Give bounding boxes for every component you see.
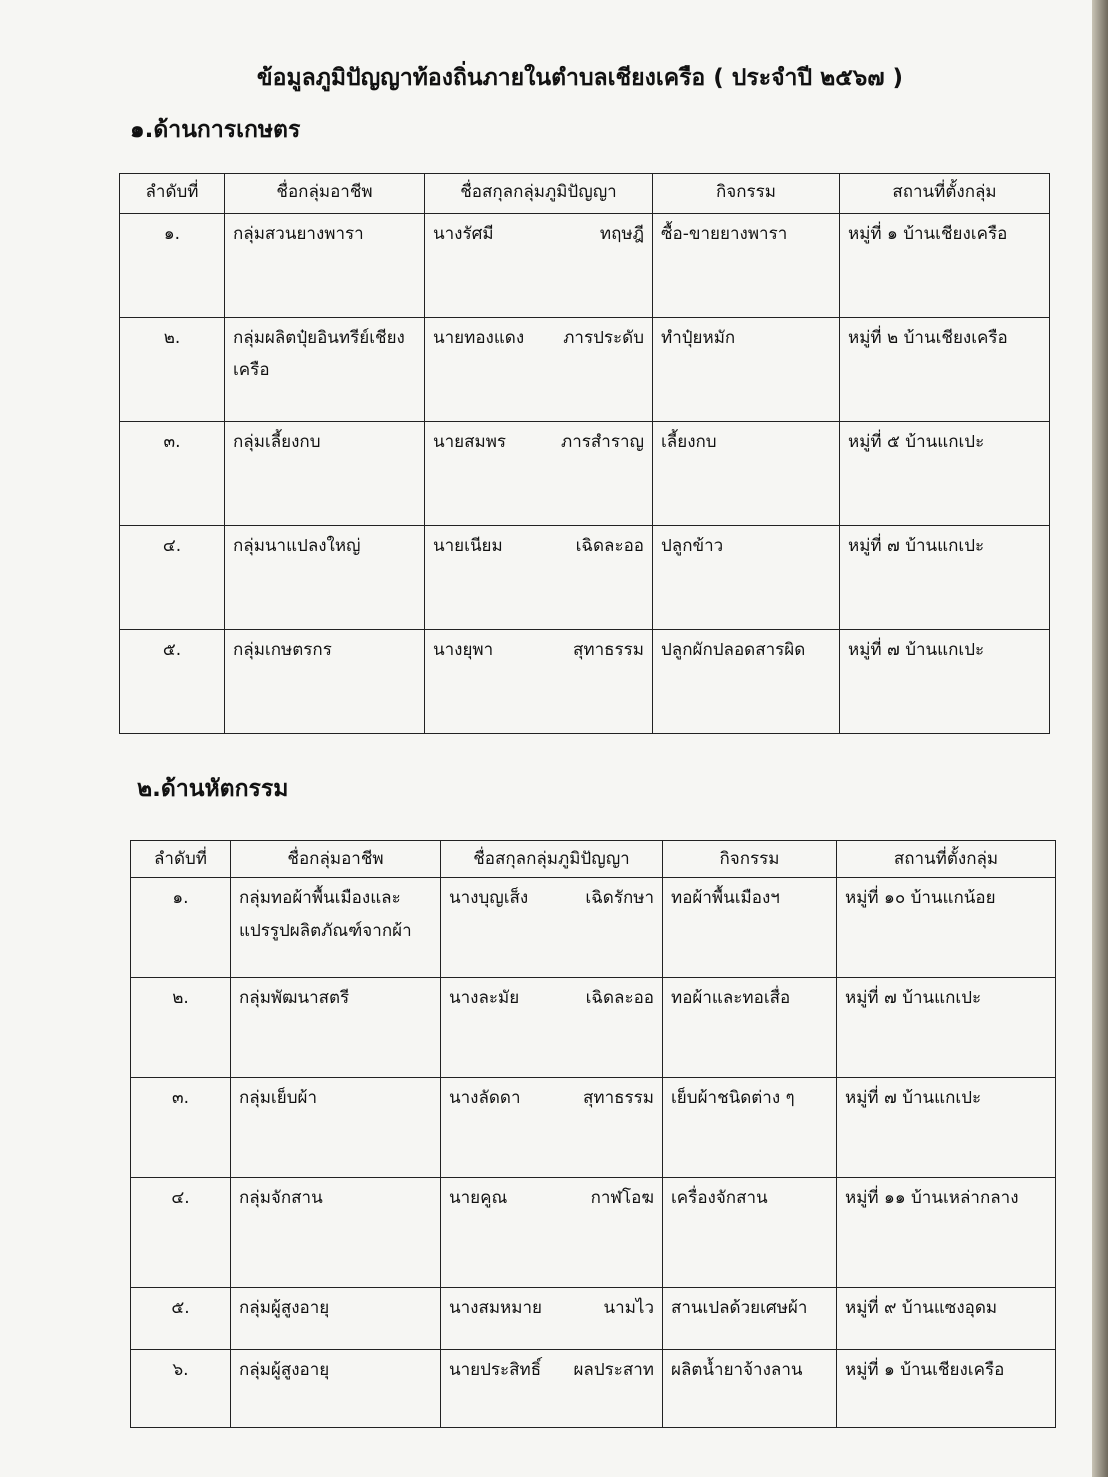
row-number: ๖.	[131, 1350, 231, 1428]
last-name: ทฤษฎี	[599, 224, 644, 244]
group-name: กลุ่มจักสาน	[231, 1178, 441, 1288]
group-name: กลุ่มสวนยางพารา	[225, 214, 425, 318]
row-number: ๑.	[131, 878, 231, 978]
table-row	[120, 318, 1050, 422]
activity: ปลูกข้าว	[653, 526, 840, 630]
group-name: กลุ่มนาแปลงใหญ่	[225, 526, 425, 630]
member-name-parts	[433, 218, 644, 250]
activity: เครื่องจักสาน	[663, 1178, 837, 1288]
member-name	[441, 978, 663, 1078]
column-header: ชื่อสกุลกลุ่มภูมิปัญญา	[425, 174, 653, 214]
section-heading-handicraft: ๒.ด้านหัตกรรม	[137, 776, 289, 802]
member-name	[425, 318, 653, 422]
location: หมู่ที่ ๒ บ้านเชียงเครือ	[840, 318, 1050, 422]
member-name-parts	[449, 882, 654, 914]
row-number: ๒.	[120, 318, 225, 422]
location: หมู่ที่ ๑๐ บ้านแกน้อย	[837, 878, 1056, 978]
column-header: ชื่อกลุ่มอาชีพ	[225, 174, 425, 214]
location: หมู่ที่ ๑ บ้านเชียงเครือ	[837, 1350, 1056, 1428]
member-name-parts	[433, 530, 644, 562]
first-name: นางบุญเส็ง	[449, 888, 529, 909]
first-name: นายเนียม	[433, 536, 503, 556]
agriculture-table	[119, 173, 1050, 734]
first-name: นายคูณ	[449, 1188, 508, 1209]
activity: ผลิตน้ำยาจ้างลาน	[663, 1350, 837, 1428]
table-row	[120, 526, 1050, 630]
member-name-parts	[449, 982, 654, 1014]
column-header: สถานที่ตั้งกลุ่ม	[840, 174, 1050, 214]
table-row	[131, 978, 1056, 1078]
column-header: ลำดับที่	[131, 841, 231, 878]
row-number: ๓.	[120, 422, 225, 526]
member-name-parts	[449, 1182, 654, 1214]
first-name: นางยุพา	[433, 640, 494, 660]
column-header: สถานที่ตั้งกลุ่ม	[837, 841, 1056, 878]
group-name: กลุ่มเกษตรกร	[225, 630, 425, 734]
location: หมู่ที่ ๗ บ้านแกเปะ	[837, 1078, 1056, 1178]
member-name	[425, 214, 653, 318]
first-name: นางลัดดา	[449, 1088, 521, 1109]
member-name	[441, 878, 663, 978]
handicraft-table	[130, 840, 1056, 1428]
table-row	[131, 1288, 1056, 1350]
member-name-parts	[449, 1082, 654, 1114]
table-row	[131, 1178, 1056, 1288]
table-header-row	[120, 174, 1050, 214]
member-name	[425, 630, 653, 734]
column-header: กิจกรรม	[663, 841, 837, 878]
row-number: ๔.	[120, 526, 225, 630]
location: หมู่ที่ ๗ บ้านแกเปะ	[840, 630, 1050, 734]
first-name: นางละมัย	[449, 988, 520, 1009]
last-name: เฉิดละออ	[585, 988, 654, 1009]
last-name: ภารสำราญ	[561, 432, 644, 452]
last-name: สุทาธรรม	[583, 1088, 654, 1109]
table-row	[131, 1078, 1056, 1178]
page-edge	[1092, 0, 1108, 1477]
first-name: นางสมหมาย	[449, 1298, 542, 1319]
activity: ทำปุ๋ยหมัก	[653, 318, 840, 422]
activity: ทอผ้าพื้นเมืองฯ	[663, 878, 837, 978]
member-name	[425, 422, 653, 526]
location: หมู่ที่ ๗ บ้านแกเปะ	[840, 526, 1050, 630]
member-name	[441, 1350, 663, 1428]
activity: ซื้อ-ขายยางพารา	[653, 214, 840, 318]
member-name-parts	[433, 426, 644, 458]
member-name-parts	[449, 1354, 654, 1386]
group-name: กลุ่มเลี้ยงกบ	[225, 422, 425, 526]
member-name	[425, 526, 653, 630]
activity: เย็บผ้าชนิดต่าง ๆ	[663, 1078, 837, 1178]
activity: สานเปลด้วยเศษผ้า	[663, 1288, 837, 1350]
location: หมู่ที่ ๙ บ้านแซงอุดม	[837, 1288, 1056, 1350]
group-name: กลุ่มผู้สูงอายุ	[231, 1350, 441, 1428]
table-row	[131, 1350, 1056, 1428]
group-name: กลุ่มผู้สูงอายุ	[231, 1288, 441, 1350]
last-name: กาฬโอฆ	[590, 1188, 654, 1209]
member-name	[441, 1178, 663, 1288]
activity: ปลูกผักปลอดสารผิด	[653, 630, 840, 734]
location: หมู่ที่ ๑ บ้านเชียงเครือ	[840, 214, 1050, 318]
group-name: กลุ่มพัฒนาสตรี	[231, 978, 441, 1078]
activity: ทอผ้าและทอเสื่อ	[663, 978, 837, 1078]
first-name: นายทองแดง	[433, 328, 525, 348]
row-number: ๑.	[120, 214, 225, 318]
group-name: กลุ่มผลิตปุ๋ยอินทรีย์เชียงเครือ	[225, 318, 425, 422]
table-header-row	[131, 841, 1056, 878]
column-header: กิจกรรม	[653, 174, 840, 214]
last-name: เฉิดรักษา	[585, 888, 654, 909]
column-header: ชื่อกลุ่มอาชีพ	[231, 841, 441, 878]
row-number: ๒.	[131, 978, 231, 1078]
last-name: เฉิดละออ	[575, 536, 644, 556]
row-number: ๕.	[131, 1288, 231, 1350]
table-row	[120, 630, 1050, 734]
first-name: นายประสิทธิ์	[449, 1360, 542, 1381]
first-name: นายสมพร	[433, 432, 507, 452]
last-name: ผลประสาท	[573, 1360, 654, 1381]
group-name: กลุ่มเย็บผ้า	[231, 1078, 441, 1178]
table-row	[120, 214, 1050, 318]
member-name	[441, 1288, 663, 1350]
row-number: ๔.	[131, 1178, 231, 1288]
member-name	[441, 1078, 663, 1178]
table-row	[120, 422, 1050, 526]
location: หมู่ที่ ๕ บ้านแกเปะ	[840, 422, 1050, 526]
member-name-parts	[433, 634, 644, 666]
table-row	[131, 878, 1056, 978]
column-header: ลำดับที่	[120, 174, 225, 214]
first-name: นางรัศมี	[433, 224, 494, 244]
location: หมู่ที่ ๗ บ้านแกเปะ	[837, 978, 1056, 1078]
last-name: สุทาธรรม	[573, 640, 644, 660]
member-name-parts	[433, 322, 644, 354]
section-heading-agriculture: ๑.ด้านการเกษตร	[130, 117, 301, 143]
page-title: ข้อมูลภูมิปัญญาท้องถิ่นภายในตำบลเชียงเครือ ( ประจำปี ๒๕๖๗ )	[256, 65, 904, 91]
row-number: ๕.	[120, 630, 225, 734]
last-name: ภารประดับ	[563, 328, 644, 348]
column-header: ชื่อสกุลกลุ่มภูมิปัญญา	[441, 841, 663, 878]
row-number: ๓.	[131, 1078, 231, 1178]
member-name-parts	[449, 1292, 654, 1324]
activity: เลี้ยงกบ	[653, 422, 840, 526]
last-name: นามไว	[603, 1298, 654, 1319]
location: หมู่ที่ ๑๑ บ้านเหล่ากลาง	[837, 1178, 1056, 1288]
group-name: กลุ่มทอผ้าพื้นเมืองและแปรรูปผลิตภัณฑ์จากผ้า	[231, 878, 441, 978]
